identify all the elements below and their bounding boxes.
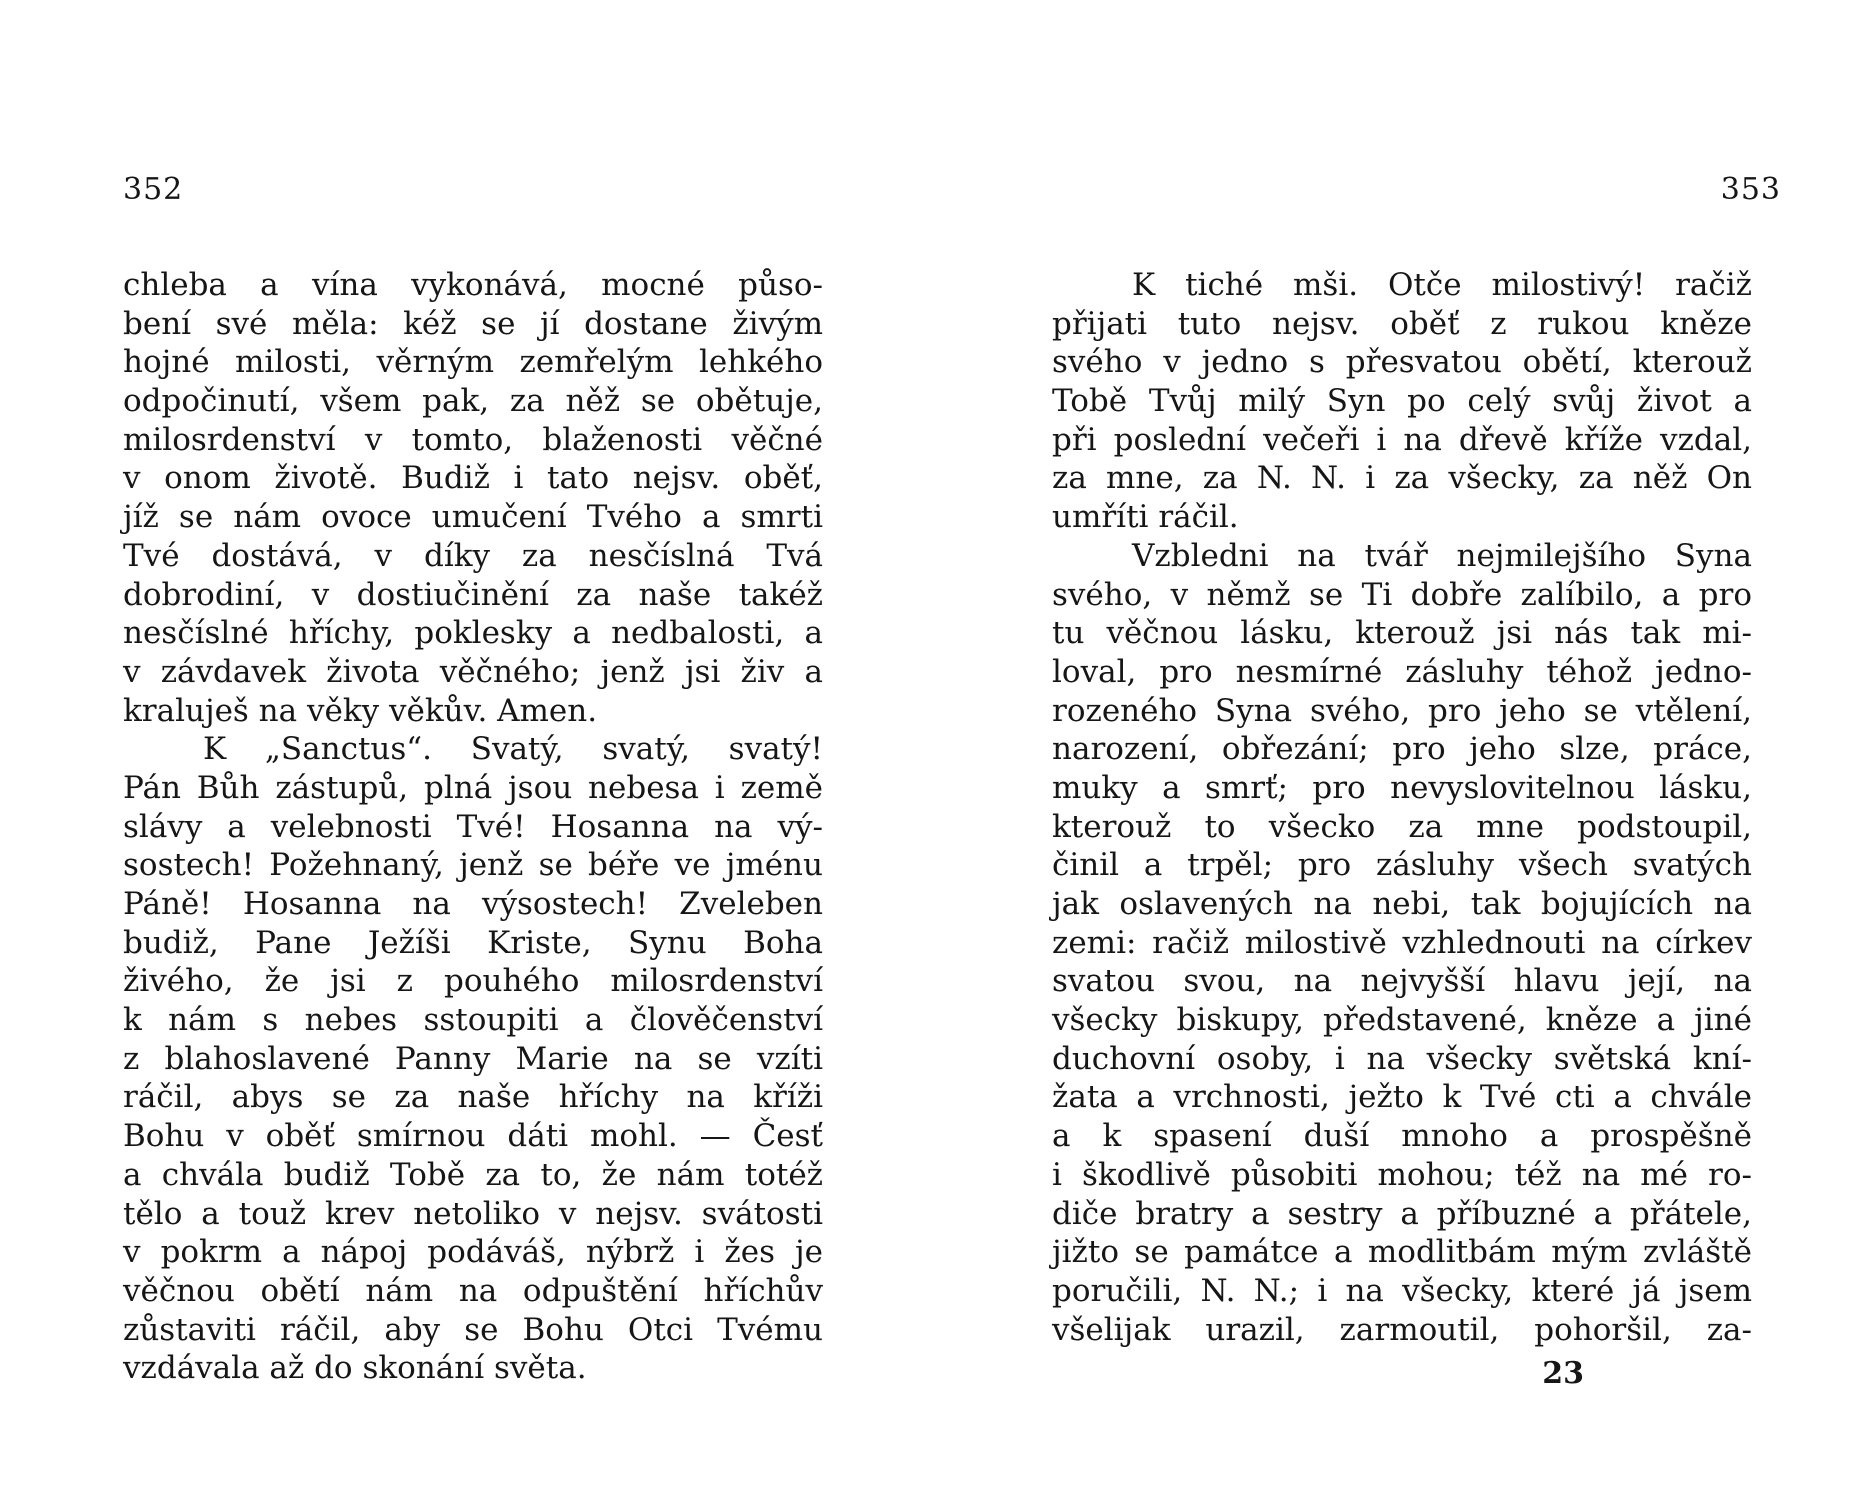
text-line: jíž se nám ovoce umučení Tvého a smrti	[123, 499, 823, 536]
text-line: rozeného Syna svého, pro jeho se vtělení,	[1052, 692, 1752, 729]
text-line: slávy a velebnosti Tvé! Hosanna na vý-	[123, 808, 823, 845]
text-line: Bohu v oběť smírnou dáti mohl. — Česť	[123, 1118, 823, 1155]
text-line: hojné milosti, věrným zemřelým lehkého	[123, 344, 823, 381]
text-line: loval, pro nesmírné zásluhy téhož jedno-	[1052, 653, 1752, 690]
text-line: poručili, N. N.; i na všecky, které já jsem	[1052, 1272, 1752, 1309]
section-heading-tiche-msi: K tiché mši. Otče milostivý! račiž	[1132, 267, 1752, 303]
text-line: chleba a vína vykonává, mocné půso-	[123, 267, 823, 303]
text-line: sostech! Požehnaný, jenž se béře ve jménu	[123, 847, 823, 884]
text-line: svého, v němž se Ti dobře zalíbilo, a pro	[1052, 576, 1752, 613]
text-line: tu věčnou lásku, kterouž jsi nás tak mi-	[1052, 615, 1752, 652]
text-line: milosrdenství v tomto, blaženosti věčné	[123, 421, 823, 458]
page-number-right: 353	[1720, 172, 1781, 207]
text-line: Tvé dostává, v díky za nesčíslná Tvá	[123, 537, 823, 574]
text-line: umříti ráčil.	[1052, 499, 1239, 536]
right-page	[927, 0, 1854, 1500]
text-line: duchovní osoby, i na všecky světská kní-	[1052, 1040, 1752, 1077]
section-heading-sanctus: K „Sanctus“. Svatý, svatý, svatý!	[203, 731, 823, 768]
text-line: všelijak urazil, zarmoutil, pohoršil, za-	[1052, 1311, 1752, 1348]
text-line: zemi: račiž milostivě vzhlednouti na církev	[1052, 924, 1752, 961]
text-line: kterouž to všecko za mne podstoupil,	[1052, 808, 1752, 845]
text-line: Páně! Hosanna na výsostech! Zveleben	[123, 886, 823, 922]
text-line: žata a vrchnosti, ježto k Tvé cti a chvále	[1052, 1079, 1752, 1116]
text-line: přijati tuto nejsv. oběť z rukou kněze	[1052, 305, 1752, 342]
text-line: Tobě Tvůj milý Syn po celý svůj život a	[1052, 383, 1752, 420]
text-line: činil a trpěl; pro zásluhy všech svatých	[1052, 847, 1752, 884]
text-line: muky a smrť; pro nevyslovitelnou lásku,	[1052, 769, 1752, 806]
text-line: Pán Bůh zástupů, plná jsou nebesa i země	[123, 769, 823, 806]
text-line: zůstaviti ráčil, aby se Bohu Otci Tvému	[123, 1311, 823, 1348]
text-line: tělo a touž krev netoliko v nejsv. svátosti	[123, 1195, 823, 1232]
left-page-text	[123, 266, 823, 1388]
text-line: v onom životě. Budiž i tato nejsv. oběť,	[123, 460, 823, 497]
page-number-left: 352	[123, 172, 184, 207]
text-line: Vzbledni na tvář nejmilejšího Syna	[1132, 537, 1752, 574]
text-line: jak oslavených na nebi, tak bojujících na	[1052, 886, 1752, 922]
text-line: dobrodiní, v dostiučinění za naše takéž	[123, 576, 823, 613]
text-line: svého v jedno s přesvatou obětí, kterouž	[1052, 344, 1752, 381]
text-line: živého, že jsi z pouhého milosrdenství	[123, 963, 823, 1000]
text-line: kraluješ na věky věkův. Amen.	[123, 692, 598, 729]
text-line: diče bratry a sestry a příbuzné a přátele,	[1052, 1195, 1752, 1232]
text-line: a k spasení duší mnoho a prospěšně	[1052, 1118, 1752, 1155]
text-line: v závdavek života věčného; jenž jsi živ a	[123, 653, 823, 690]
text-line: vzdávala až do skonání světa.	[123, 1350, 587, 1387]
text-line: v pokrm a nápoj podáváš, nýbrž i žes je	[123, 1234, 823, 1271]
text-line: svatou svou, na nejvyšší hlavu její, na	[1052, 963, 1752, 1000]
text-line: a chvála budiž Tobě za to, že nám totéž	[123, 1156, 823, 1193]
text-line: bení své měla: kéž se jí dostane živým	[123, 305, 823, 342]
text-line: věčnou obětí nám na odpuštění hříchův	[123, 1272, 823, 1309]
text-line: z blahoslavené Panny Marie na se vzíti	[123, 1040, 823, 1077]
text-line: narození, obřezání; pro jeho slze, práce,	[1052, 731, 1752, 768]
text-line: k nám s nebes sstoupiti a člověčenství	[123, 1002, 823, 1039]
text-line: jižto se památce a modlitbám mým zvláště	[1052, 1234, 1752, 1271]
text-line: při poslední večeři i na dřevě kříže vzdal,	[1052, 421, 1752, 458]
text-line: ráčil, abys se za naše hříchy na kříži	[123, 1079, 823, 1116]
text-line: budiž, Pane Ježíši Kriste, Synu Boha	[123, 924, 823, 961]
text-line: i škodlivě působiti mohou; též na mé ro-	[1052, 1156, 1752, 1193]
right-page-text	[1052, 266, 1752, 1349]
text-line: odpočinutí, všem pak, za něž se obětuje,	[123, 383, 823, 420]
text-line: za mne, za N. N. i za všecky, za něž On	[1052, 460, 1752, 497]
text-line: nesčíslné hříchy, poklesky a nedbalosti, a	[123, 615, 823, 652]
signature-mark: 23	[1542, 1356, 1584, 1391]
text-line: všecky biskupy, představené, kněze a jiné	[1052, 1002, 1752, 1039]
